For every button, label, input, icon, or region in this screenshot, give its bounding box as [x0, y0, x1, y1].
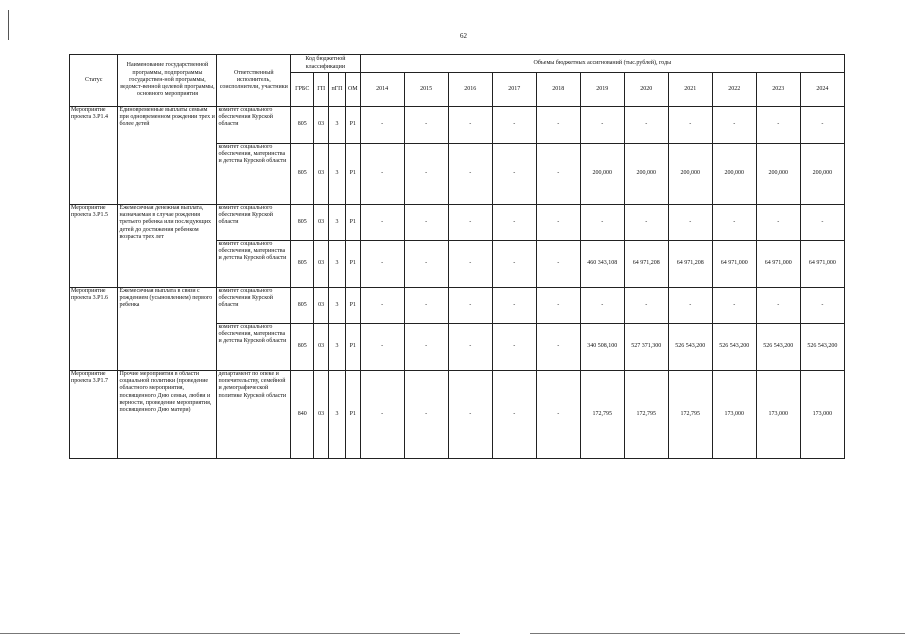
- value-cell: -: [360, 371, 404, 459]
- value-cell: -: [756, 288, 800, 324]
- value-cell: -: [404, 107, 448, 144]
- value-cell: 200,000: [712, 144, 756, 205]
- code-cell: Р1: [345, 144, 360, 205]
- value-cell: 173,000: [712, 371, 756, 459]
- value-cell: 172,795: [668, 371, 712, 459]
- code-cell: Р1: [345, 371, 360, 459]
- name-cell: Ежемесячная денежная выплата, назначаемая в случае рождения третьего ребенка или последующих детей до достижения ребенком возраста трех лет: [118, 205, 217, 288]
- executor-cell: комитет социального обеспечения Курской области: [217, 107, 291, 144]
- value-cell: -: [360, 107, 404, 144]
- header-code-col: пГП: [329, 73, 346, 107]
- value-cell: -: [492, 324, 536, 371]
- value-cell: -: [404, 288, 448, 324]
- status-cell: Мероприятие проекта 3.Р1.6: [70, 288, 118, 371]
- value-cell: 64 971,000: [712, 241, 756, 288]
- value-cell: 173,000: [756, 371, 800, 459]
- executor-cell: комитет социального обеспечения, материнства и детства Курской области: [217, 324, 291, 371]
- value-cell: 526 543,200: [668, 324, 712, 371]
- name-cell: Прочие мероприятия в области социальной политики (проведение областного мероприятия, посвященного Дню семьи, любви и верности, проведение мероприятия, посвященного Дню матери): [118, 371, 217, 459]
- code-cell: 03: [314, 371, 329, 459]
- value-cell: -: [800, 107, 844, 144]
- header-code-col: ГРБС: [291, 73, 314, 107]
- executor-cell: комитет социального обеспечения Курской области: [217, 205, 291, 241]
- value-cell: -: [536, 324, 580, 371]
- value-cell: -: [756, 205, 800, 241]
- code-cell: 03: [314, 144, 329, 205]
- header-name: Наименование государственной программы, подпрограммы государствен-ной программы, ведомст-венной целевой программы, основного мероприятия: [118, 55, 217, 107]
- footer-rule: [530, 633, 905, 634]
- value-cell: -: [492, 241, 536, 288]
- header-budget-code: Код бюджетной классификации: [291, 55, 361, 73]
- status-cell: Мероприятие проекта 3.Р1.5: [70, 205, 118, 288]
- value-cell: -: [536, 241, 580, 288]
- value-cell: 172,795: [580, 371, 624, 459]
- value-cell: 200,000: [756, 144, 800, 205]
- header-year: 2014: [360, 73, 404, 107]
- value-cell: 526 543,200: [800, 324, 844, 371]
- header-allocations: Объемы бюджетных ассигнований (тыс.рублей), годы: [360, 55, 844, 73]
- value-cell: -: [536, 107, 580, 144]
- value-cell: -: [404, 324, 448, 371]
- value-cell: 200,000: [668, 144, 712, 205]
- value-cell: 460 343,108: [580, 241, 624, 288]
- code-cell: 3: [329, 205, 346, 241]
- code-cell: 840: [291, 371, 314, 459]
- value-cell: -: [360, 288, 404, 324]
- code-cell: 3: [329, 371, 346, 459]
- value-cell: -: [492, 107, 536, 144]
- value-cell: -: [360, 205, 404, 241]
- header-year: 2021: [668, 73, 712, 107]
- executor-cell: комитет социального обеспечения Курской области: [217, 288, 291, 324]
- header-year: 2019: [580, 73, 624, 107]
- value-cell: -: [536, 288, 580, 324]
- header-year: 2024: [800, 73, 844, 107]
- status-cell: Мероприятие проекта 3.Р1.4: [70, 107, 118, 205]
- code-cell: Р1: [345, 324, 360, 371]
- page-number: 62: [460, 32, 467, 40]
- value-cell: -: [712, 288, 756, 324]
- code-cell: 03: [314, 324, 329, 371]
- value-cell: 64 971,000: [800, 241, 844, 288]
- value-cell: -: [448, 144, 492, 205]
- value-cell: 64 971,208: [668, 241, 712, 288]
- value-cell: -: [712, 205, 756, 241]
- value-cell: -: [624, 205, 668, 241]
- code-cell: 3: [329, 107, 346, 144]
- code-cell: 805: [291, 107, 314, 144]
- value-cell: -: [756, 107, 800, 144]
- value-cell: 200,000: [624, 144, 668, 205]
- value-cell: 173,000: [800, 371, 844, 459]
- value-cell: -: [536, 371, 580, 459]
- code-cell: 805: [291, 324, 314, 371]
- value-cell: 172,795: [624, 371, 668, 459]
- value-cell: 340 508,100: [580, 324, 624, 371]
- value-cell: -: [624, 107, 668, 144]
- code-cell: 805: [291, 241, 314, 288]
- table-row: [70, 288, 845, 324]
- value-cell: -: [360, 324, 404, 371]
- value-cell: 64 971,208: [624, 241, 668, 288]
- header-code-col: ГП: [314, 73, 329, 107]
- value-cell: -: [404, 371, 448, 459]
- value-cell: -: [712, 107, 756, 144]
- scan-margin-line: [8, 10, 9, 40]
- footer-rule: [0, 633, 460, 634]
- code-cell: 805: [291, 205, 314, 241]
- code-cell: 805: [291, 288, 314, 324]
- code-cell: 03: [314, 241, 329, 288]
- value-cell: -: [404, 241, 448, 288]
- value-cell: -: [536, 144, 580, 205]
- value-cell: -: [448, 324, 492, 371]
- value-cell: 64 971,000: [756, 241, 800, 288]
- header-code-col: ОМ: [345, 73, 360, 107]
- header-year: 2020: [624, 73, 668, 107]
- code-cell: 3: [329, 241, 346, 288]
- value-cell: -: [360, 241, 404, 288]
- code-cell: 3: [329, 288, 346, 324]
- value-cell: -: [800, 205, 844, 241]
- value-cell: 200,000: [800, 144, 844, 205]
- code-cell: 03: [314, 288, 329, 324]
- value-cell: -: [800, 288, 844, 324]
- value-cell: -: [668, 205, 712, 241]
- code-cell: Р1: [345, 205, 360, 241]
- header-executor: Ответственный исполнитель, соисполнители, участники: [217, 55, 291, 107]
- header-status: Статус: [70, 55, 118, 107]
- header-year: 2018: [536, 73, 580, 107]
- code-cell: 3: [329, 324, 346, 371]
- value-cell: -: [492, 144, 536, 205]
- value-cell: -: [580, 107, 624, 144]
- value-cell: -: [536, 205, 580, 241]
- value-cell: 526 543,200: [756, 324, 800, 371]
- code-cell: Р1: [345, 241, 360, 288]
- budget-allocation-table: [69, 54, 845, 459]
- value-cell: -: [404, 205, 448, 241]
- code-cell: Р1: [345, 107, 360, 144]
- table-row: [70, 371, 845, 459]
- executor-cell: комитет социального обеспечения, материнства и детства Курской области: [217, 241, 291, 288]
- name-cell: Единовременные выплаты семьям при одновременном рождении трех и более детей: [118, 107, 217, 205]
- name-cell: Ежемесячная выплата в связи с рождением (усыновлением) первого ребенка: [118, 288, 217, 371]
- table-row: [70, 205, 845, 241]
- header-year: 2017: [492, 73, 536, 107]
- status-cell: Мероприятие проекта 3.Р1.7: [70, 371, 118, 459]
- value-cell: -: [448, 371, 492, 459]
- value-cell: 527 371,300: [624, 324, 668, 371]
- value-cell: -: [448, 107, 492, 144]
- value-cell: -: [448, 241, 492, 288]
- value-cell: -: [448, 205, 492, 241]
- value-cell: -: [492, 205, 536, 241]
- code-cell: 03: [314, 107, 329, 144]
- value-cell: -: [404, 144, 448, 205]
- value-cell: -: [668, 107, 712, 144]
- value-cell: -: [360, 144, 404, 205]
- header-year: 2022: [712, 73, 756, 107]
- value-cell: -: [624, 288, 668, 324]
- value-cell: -: [580, 288, 624, 324]
- value-cell: -: [492, 288, 536, 324]
- table-row: [70, 107, 845, 144]
- executor-cell: департамент по опеке и попечительству, семейной и демографической политике Курской области: [217, 371, 291, 459]
- header-year: 2015: [404, 73, 448, 107]
- value-cell: -: [448, 288, 492, 324]
- code-cell: Р1: [345, 288, 360, 324]
- code-cell: 805: [291, 144, 314, 205]
- header-year: 2016: [448, 73, 492, 107]
- value-cell: -: [668, 288, 712, 324]
- value-cell: 200,000: [580, 144, 624, 205]
- header-year: 2023: [756, 73, 800, 107]
- executor-cell: комитет социального обеспечения, материнства и детства Курской области: [217, 144, 291, 205]
- code-cell: 3: [329, 144, 346, 205]
- value-cell: -: [580, 205, 624, 241]
- value-cell: 526 543,200: [712, 324, 756, 371]
- code-cell: 03: [314, 205, 329, 241]
- value-cell: -: [492, 371, 536, 459]
